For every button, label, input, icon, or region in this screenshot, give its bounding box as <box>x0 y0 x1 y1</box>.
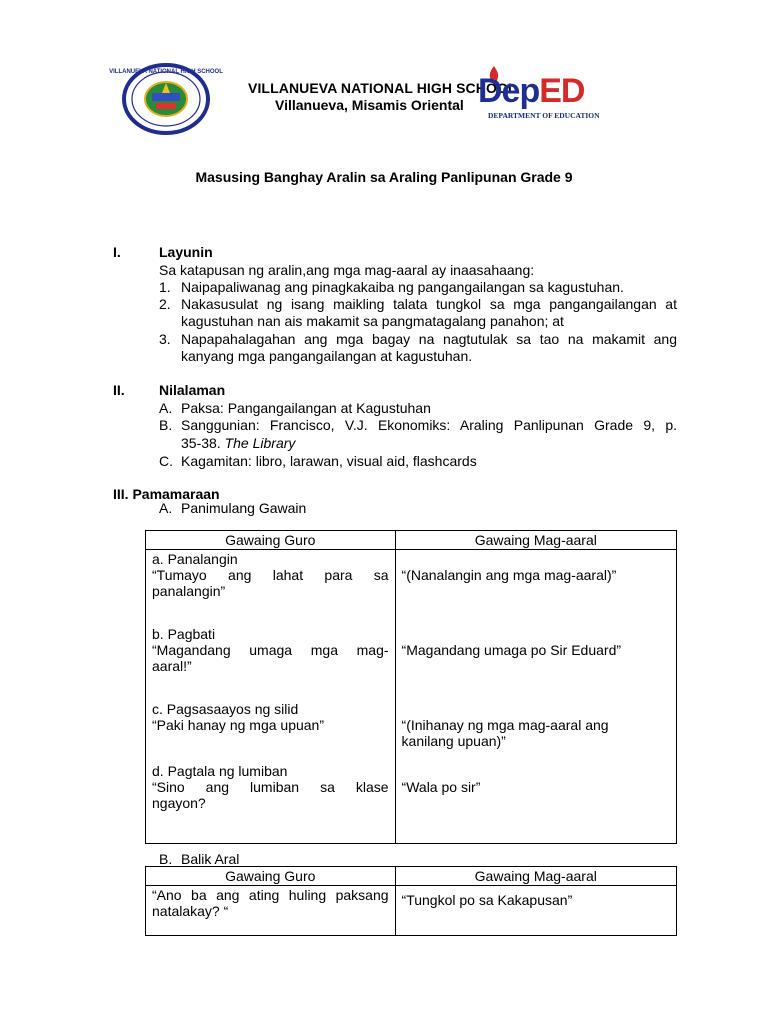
student-response: “(Nanalangin ang mga mag-aaral)” <box>401 567 617 583</box>
school-address: Villanueva, Misamis Oriental <box>275 97 464 113</box>
pamamaraan-balik-aral: Balik Aral <box>181 851 240 867</box>
pamamaraan-panimulang-gawain: Panimulang Gawain <box>181 500 307 516</box>
teacher-line: panalangin” <box>152 583 226 599</box>
teacher-line: “Paki hanay ng mga upuan” <box>152 717 324 733</box>
mag-aaral-cell <box>395 886 676 936</box>
layunin-item-number: 3. <box>159 331 171 347</box>
teacher-line: “Ano ba ang ating huling paksang <box>152 887 389 903</box>
layunin-item-text: Napapahalagahan ang mga bagay na nagtutulak sa tao na makamit ang <box>181 331 677 347</box>
layunin-item-text: Naipapaliwanag ang pinagkakaiba ng pangangailangan sa kagustuhan. <box>181 279 624 295</box>
section-title-nilalaman: Nilalaman <box>159 382 226 398</box>
student-response: “Tungkol po sa Kakapusan” <box>401 892 573 908</box>
column-header-guro: Gawaing Guro <box>146 867 396 886</box>
section-title-layunin: Layunin <box>159 244 213 260</box>
sanggunian-pages: 35-38. <box>181 435 221 451</box>
school-seal-logo <box>109 63 223 135</box>
teacher-line: “Sino ang lumiban sa klase <box>152 779 389 795</box>
nilalaman-paksa: Paksa: Pangangailangan at Kagustuhan <box>181 400 431 416</box>
teacher-line: “Tumayo ang lahat para sa <box>152 567 389 583</box>
document-title: Masusing Banghay Aralin sa Araling Panlipunan Grade 9 <box>195 169 573 185</box>
pamamaraan-label-b: B. <box>159 851 173 867</box>
layunin-item-number: 1. <box>159 279 171 295</box>
activity-title: b. Pagbati <box>152 626 216 642</box>
seal-text: VILLANUEVA NATIONAL HIGH SCHOOL <box>109 69 223 75</box>
activity-title: a. Panalangin <box>152 551 238 567</box>
table-header-row <box>146 531 677 550</box>
guro-cell <box>146 550 396 844</box>
teacher-line: ngayon? <box>152 795 206 811</box>
school-name: VILLANUEVA NATIONAL HIGH SCHOOL <box>248 80 517 96</box>
activity-title: c. Pagsasaayos ng silid <box>152 701 299 717</box>
section-number-nilalaman: II. <box>113 382 125 398</box>
nilalaman-kagamitan: Kagamitan: libro, larawan, visual aid, flashcards <box>181 453 477 469</box>
section-title-pamamaraan: III. Pamamaraan <box>113 486 220 502</box>
panimulang-gawain-table <box>145 530 677 844</box>
teacher-line: “Magandang umaga mga mag- <box>152 642 389 658</box>
layunin-item-text: kanyang mga pangangailangan at kagustuhan. <box>181 348 473 364</box>
layunin-intro: Sa katapusan ng aralin,ang mga mag-aaral ay inaasahaang: <box>159 262 535 278</box>
section-number-layunin: I. <box>113 244 121 260</box>
balik-aral-table <box>145 866 677 936</box>
table-row <box>146 886 677 936</box>
teacher-line: aaral!” <box>152 658 192 674</box>
nilalaman-label-b: B. <box>159 417 173 433</box>
nilalaman-label-a: A. <box>159 400 173 416</box>
nilalaman-sanggunian-cont <box>181 435 295 452</box>
nilalaman-sanggunian: Sanggunian: Francisco, V.J. Ekonomiks: Araling Panlipunan Grade 9, p. <box>181 417 677 433</box>
nilalaman-label-c: C. <box>159 453 173 469</box>
student-response: “Wala po sir” <box>401 779 481 795</box>
table-header-row <box>146 867 677 886</box>
deped-logo <box>478 66 600 126</box>
sanggunian-publisher: The Library <box>224 435 296 451</box>
column-header-mag-aaral: Gawaing Mag-aaral <box>395 531 676 550</box>
deped-wordmark: DepED <box>478 72 585 110</box>
table-row <box>146 550 677 844</box>
layunin-item-text: Nakasusulat ng isang maikling talata tungkol sa mga pangangailangan at <box>181 296 677 312</box>
layunin-item-text: kagustuhan nan ais makamit sa pangmatagalang panahon; at <box>181 313 564 329</box>
activity-title: d. Pagtala ng lumiban <box>152 763 288 779</box>
layunin-item-number: 2. <box>159 296 171 312</box>
column-header-mag-aaral: Gawaing Mag-aaral <box>395 867 676 886</box>
column-header-guro: Gawaing Guro <box>146 531 396 550</box>
guro-cell <box>146 886 396 936</box>
teacher-line: natalakay? “ <box>152 903 229 919</box>
mag-aaral-cell <box>395 550 676 844</box>
deped-subtitle: DEPARTMENT OF EDUCATION <box>488 111 600 120</box>
student-response: “(Inihanay ng mga mag-aaral ang <box>401 717 609 733</box>
student-response: kanilang upuan)” <box>401 733 506 749</box>
pamamaraan-label-a: A. <box>159 500 173 516</box>
student-response: “Magandang umaga po Sir Eduard” <box>401 642 622 658</box>
